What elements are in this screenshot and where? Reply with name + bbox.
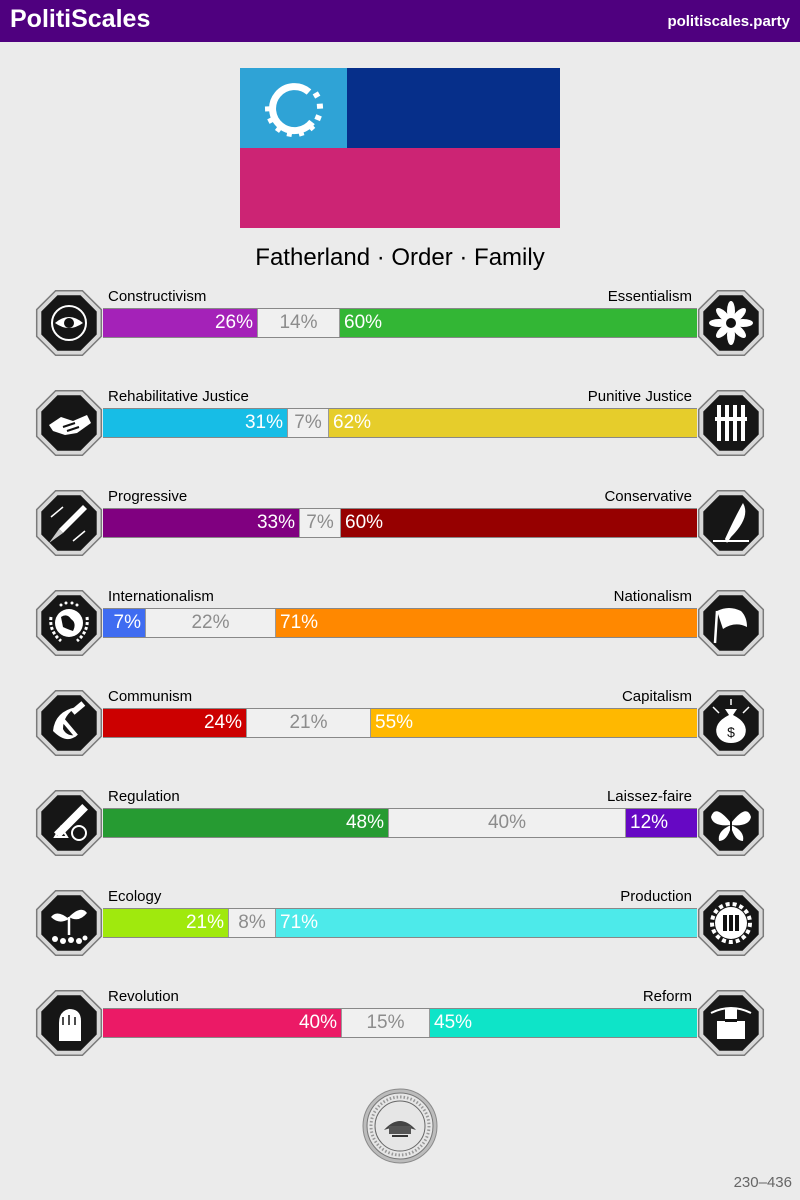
axis-left-segment: 33% — [103, 509, 299, 537]
axis-left-segment: 7% — [103, 609, 145, 637]
flower-icon — [695, 287, 767, 359]
axis-left-label: Ecology — [108, 888, 162, 905]
axis-right-label: Conservative — [604, 488, 692, 505]
axis-left-segment: 31% — [103, 409, 287, 437]
axis-right-segment: 71% — [276, 609, 697, 637]
axis-neutral-segment: 40% — [388, 809, 626, 837]
axis-row — [0, 588, 800, 664]
axis-neutral-segment: 8% — [228, 909, 276, 937]
axis-neutral-segment: 15% — [341, 1009, 430, 1037]
seal-icon — [362, 1088, 438, 1164]
axis-neutral-segment: 7% — [299, 509, 341, 537]
axis-bar — [103, 808, 697, 838]
axis-bar — [103, 908, 697, 938]
axis-row — [0, 388, 800, 464]
axis-left-segment: 40% — [103, 1009, 341, 1037]
rocket-icon — [33, 487, 105, 559]
money-bag-icon — [695, 687, 767, 759]
axis-left-segment: 48% — [103, 809, 388, 837]
axis-neutral-segment: 7% — [287, 409, 329, 437]
factory-gear-icon — [695, 887, 767, 959]
axis-bar — [103, 608, 697, 638]
result-flag — [240, 68, 560, 228]
hammer-sickle-icon — [33, 687, 105, 759]
ballot-box-icon — [695, 987, 767, 1059]
brand-title: PolitiScales — [10, 5, 151, 33]
axis-right-segment: 62% — [329, 409, 697, 437]
axis-right-label: Production — [620, 888, 692, 905]
axis-right-label: Punitive Justice — [587, 388, 692, 405]
axis-row — [0, 288, 800, 364]
svg-text:$: $ — [727, 724, 735, 740]
axis-row — [0, 788, 800, 864]
axis-row — [0, 488, 800, 564]
axis-right-segment: 71% — [276, 909, 697, 937]
axis-bar — [103, 1008, 697, 1038]
axis-bar — [103, 308, 697, 338]
axis-bar — [103, 408, 697, 438]
axis-right-label: Essentialism — [607, 288, 692, 305]
axis-left-label: Communism — [108, 688, 193, 705]
axis-right-label: Laissez-faire — [606, 788, 692, 805]
axis-right-segment: 12% — [626, 809, 697, 837]
quill-icon — [695, 487, 767, 559]
handshake-icon — [33, 387, 105, 459]
sprout-icon — [33, 887, 105, 959]
axis-neutral-segment: 22% — [145, 609, 276, 637]
axis-left-label: Internationalism — [108, 588, 214, 605]
axis-neutral-segment: 14% — [257, 309, 340, 337]
axis-right-label: Nationalism — [613, 588, 692, 605]
slogan: Fatherland · Order · Family — [255, 244, 545, 271]
prison-bars-icon — [695, 387, 767, 459]
axis-bar — [103, 508, 697, 538]
axis-right-label: Reform — [642, 988, 692, 1005]
axis-left-label: Rehabilitative Justice — [108, 388, 249, 405]
raised-fist-icon — [33, 987, 105, 1059]
axis-row — [0, 688, 800, 764]
axis-left-label: Revolution — [108, 988, 179, 1005]
app-header — [0, 0, 800, 42]
axis-left-label: Constructivism — [108, 288, 207, 305]
axis-right-segment: 45% — [430, 1009, 697, 1037]
axis-left-segment: 26% — [103, 309, 257, 337]
axis-left-segment: 24% — [103, 709, 246, 737]
axis-bar — [103, 708, 697, 738]
axis-row — [0, 988, 800, 1064]
axis-left-segment: 21% — [103, 909, 228, 937]
axis-neutral-segment: 21% — [246, 709, 371, 737]
axis-right-segment: 60% — [341, 509, 697, 537]
globe-laurel-icon — [33, 587, 105, 659]
flag-icon — [695, 587, 767, 659]
axis-right-segment: 55% — [371, 709, 697, 737]
axis-row — [0, 888, 800, 964]
butterfly-icon — [695, 787, 767, 859]
site-url[interactable]: politiscales.party — [667, 13, 790, 30]
result-code: 230–436 — [733, 1174, 792, 1191]
axis-left-label: Progressive — [108, 488, 188, 505]
ruler-tools-icon — [33, 787, 105, 859]
axis-right-label: Capitalism — [621, 688, 692, 705]
eye-circle-icon — [33, 287, 105, 359]
axis-left-label: Regulation — [108, 788, 180, 805]
axis-right-segment: 60% — [340, 309, 697, 337]
